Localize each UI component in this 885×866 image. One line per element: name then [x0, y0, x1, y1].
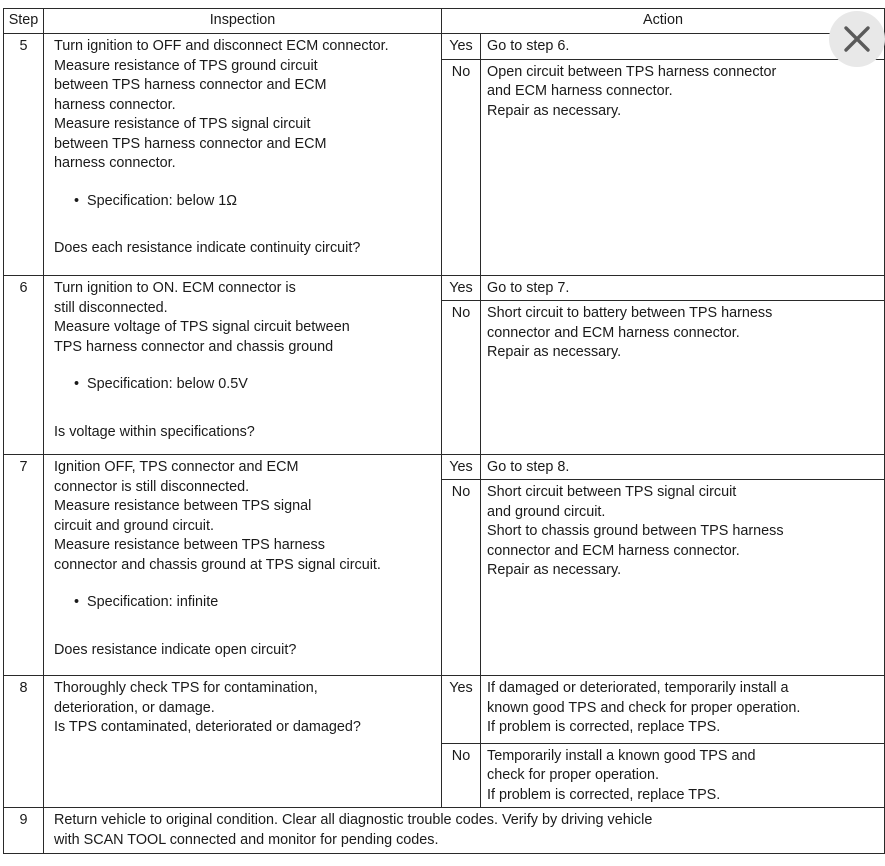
inspection-line: connector is still disconnected.: [54, 478, 250, 495]
bullet-icon: •: [74, 192, 80, 209]
inspection-line: circuit and ground circuit.: [54, 517, 214, 534]
action-line: If problem is corrected, replace TPS.: [487, 719, 721, 735]
action-line: check for proper operation.: [487, 767, 659, 783]
inspection-cell: [44, 455, 442, 676]
no-action: [481, 743, 885, 808]
inspection-line: Measure resistance of TPS signal circuit: [54, 116, 311, 132]
specification: [54, 593, 433, 613]
inspection-line: Is TPS contaminated, deteriorated or damaged?: [54, 719, 361, 735]
specification-text: Specification: below 0.5V: [87, 376, 248, 392]
yes-action: [481, 455, 885, 480]
inspection-cell: [44, 676, 442, 808]
no-action: [481, 480, 885, 676]
close-button[interactable]: [829, 11, 885, 67]
step-number: 9: [4, 808, 44, 854]
table-row-step-5: [4, 34, 885, 60]
specification-text: Specification: below 1Ω: [87, 192, 237, 209]
table-row-step-9: [4, 808, 885, 854]
inspection-question: Is voltage within specifications?: [54, 423, 255, 440]
action-line: If problem is corrected, replace TPS.: [487, 786, 721, 803]
inspection-line: still disconnected.: [54, 299, 168, 316]
inspection-line: TPS harness connector and chassis ground: [54, 338, 334, 355]
inspection-line: between TPS harness connector and ECM: [54, 77, 327, 93]
action-line: If damaged or deteriorated, temporarily install a: [487, 680, 789, 696]
inspection-cell: [44, 276, 442, 455]
inspection-cell: [44, 34, 442, 276]
inspection-question: Does each resistance indicate continuity circuit?: [54, 240, 361, 256]
bullet-icon: •: [74, 376, 80, 392]
action-line: Open circuit between TPS harness connector: [487, 63, 777, 80]
inspection-line: Ignition OFF, TPS connector and ECM: [54, 459, 299, 475]
action-line: Repair as necessary.: [487, 562, 622, 579]
action-line: and ground circuit.: [487, 503, 606, 520]
header-action: Action: [442, 9, 885, 34]
inspection-cell: [44, 808, 885, 854]
header-step: Step: [4, 9, 44, 34]
yes-label: Yes: [442, 455, 481, 480]
bullet-icon: •: [74, 594, 80, 610]
action-line: Go to step 6.: [487, 38, 570, 54]
step-number: 8: [4, 676, 44, 808]
yes-action: [481, 276, 885, 301]
action-line: Go to step 7.: [487, 280, 570, 296]
specification: [54, 192, 433, 212]
header-inspection: Inspection: [44, 9, 442, 34]
action-line: Temporarily install a known good TPS and: [487, 747, 756, 764]
table-header-row: [4, 9, 885, 34]
table-row-step-7: [4, 455, 885, 480]
step-number: 7: [4, 455, 44, 676]
action-line: Short to chassis ground between TPS harness: [487, 523, 784, 540]
no-label: No: [442, 301, 481, 455]
specification-text: Specification: infinite: [87, 594, 219, 610]
inspection-line: Measure resistance between TPS signal: [54, 498, 312, 514]
specification: [54, 375, 433, 395]
close-icon: [843, 25, 871, 53]
action-line: Short circuit to battery between TPS harness: [487, 305, 773, 322]
table-row-step-6: [4, 276, 885, 301]
no-label: No: [442, 59, 481, 275]
inspection-line: between TPS harness connector and ECM: [54, 135, 327, 152]
inspection-line: connector and chassis ground at TPS signal circuit.: [54, 556, 381, 573]
action-line: Short circuit between TPS signal circuit: [487, 484, 737, 501]
inspection-line: Measure resistance between TPS harness: [54, 537, 325, 553]
action-line: Go to step 8.: [487, 459, 570, 475]
yes-action: [481, 676, 885, 744]
inspection-line: harness connector.: [54, 96, 176, 113]
step-number: 5: [4, 34, 44, 276]
action-line: known good TPS and check for proper operation.: [487, 699, 801, 716]
inspection-line: Return vehicle to original condition. Clear all diagnostic trouble codes. Verify by driving vehicle: [54, 812, 653, 828]
inspection-line: Turn ignition to ON. ECM connector is: [54, 280, 296, 296]
inspection-line: harness connector.: [54, 155, 176, 171]
yes-label: Yes: [442, 34, 481, 60]
diagnostic-table: [3, 8, 885, 854]
action-line: Repair as necessary.: [487, 344, 622, 361]
yes-label: Yes: [442, 276, 481, 301]
step-number: 6: [4, 276, 44, 455]
action-line: Repair as necessary.: [487, 102, 622, 119]
yes-action: [481, 34, 885, 60]
inspection-question: Does resistance indicate open circuit?: [54, 641, 297, 658]
table-row-step-8: [4, 676, 885, 744]
action-line: connector and ECM harness connector.: [487, 324, 740, 341]
inspection-line: Measure voltage of TPS signal circuit between: [54, 319, 350, 335]
inspection-line: deterioration, or damage.: [54, 699, 215, 716]
no-action: [481, 59, 885, 275]
no-action: [481, 301, 885, 455]
inspection-line: Measure resistance of TPS ground circuit: [54, 57, 318, 74]
inspection-line: Turn ignition to OFF and disconnect ECM connector.: [54, 38, 389, 54]
no-label: No: [442, 743, 481, 808]
action-line: connector and ECM harness connector.: [487, 542, 740, 559]
action-line: and ECM harness connector.: [487, 83, 673, 100]
yes-label: Yes: [442, 676, 481, 744]
inspection-line: with SCAN TOOL connected and monitor for pending codes.: [54, 831, 439, 848]
no-label: No: [442, 480, 481, 676]
inspection-line: Thoroughly check TPS for contamination,: [54, 680, 318, 696]
